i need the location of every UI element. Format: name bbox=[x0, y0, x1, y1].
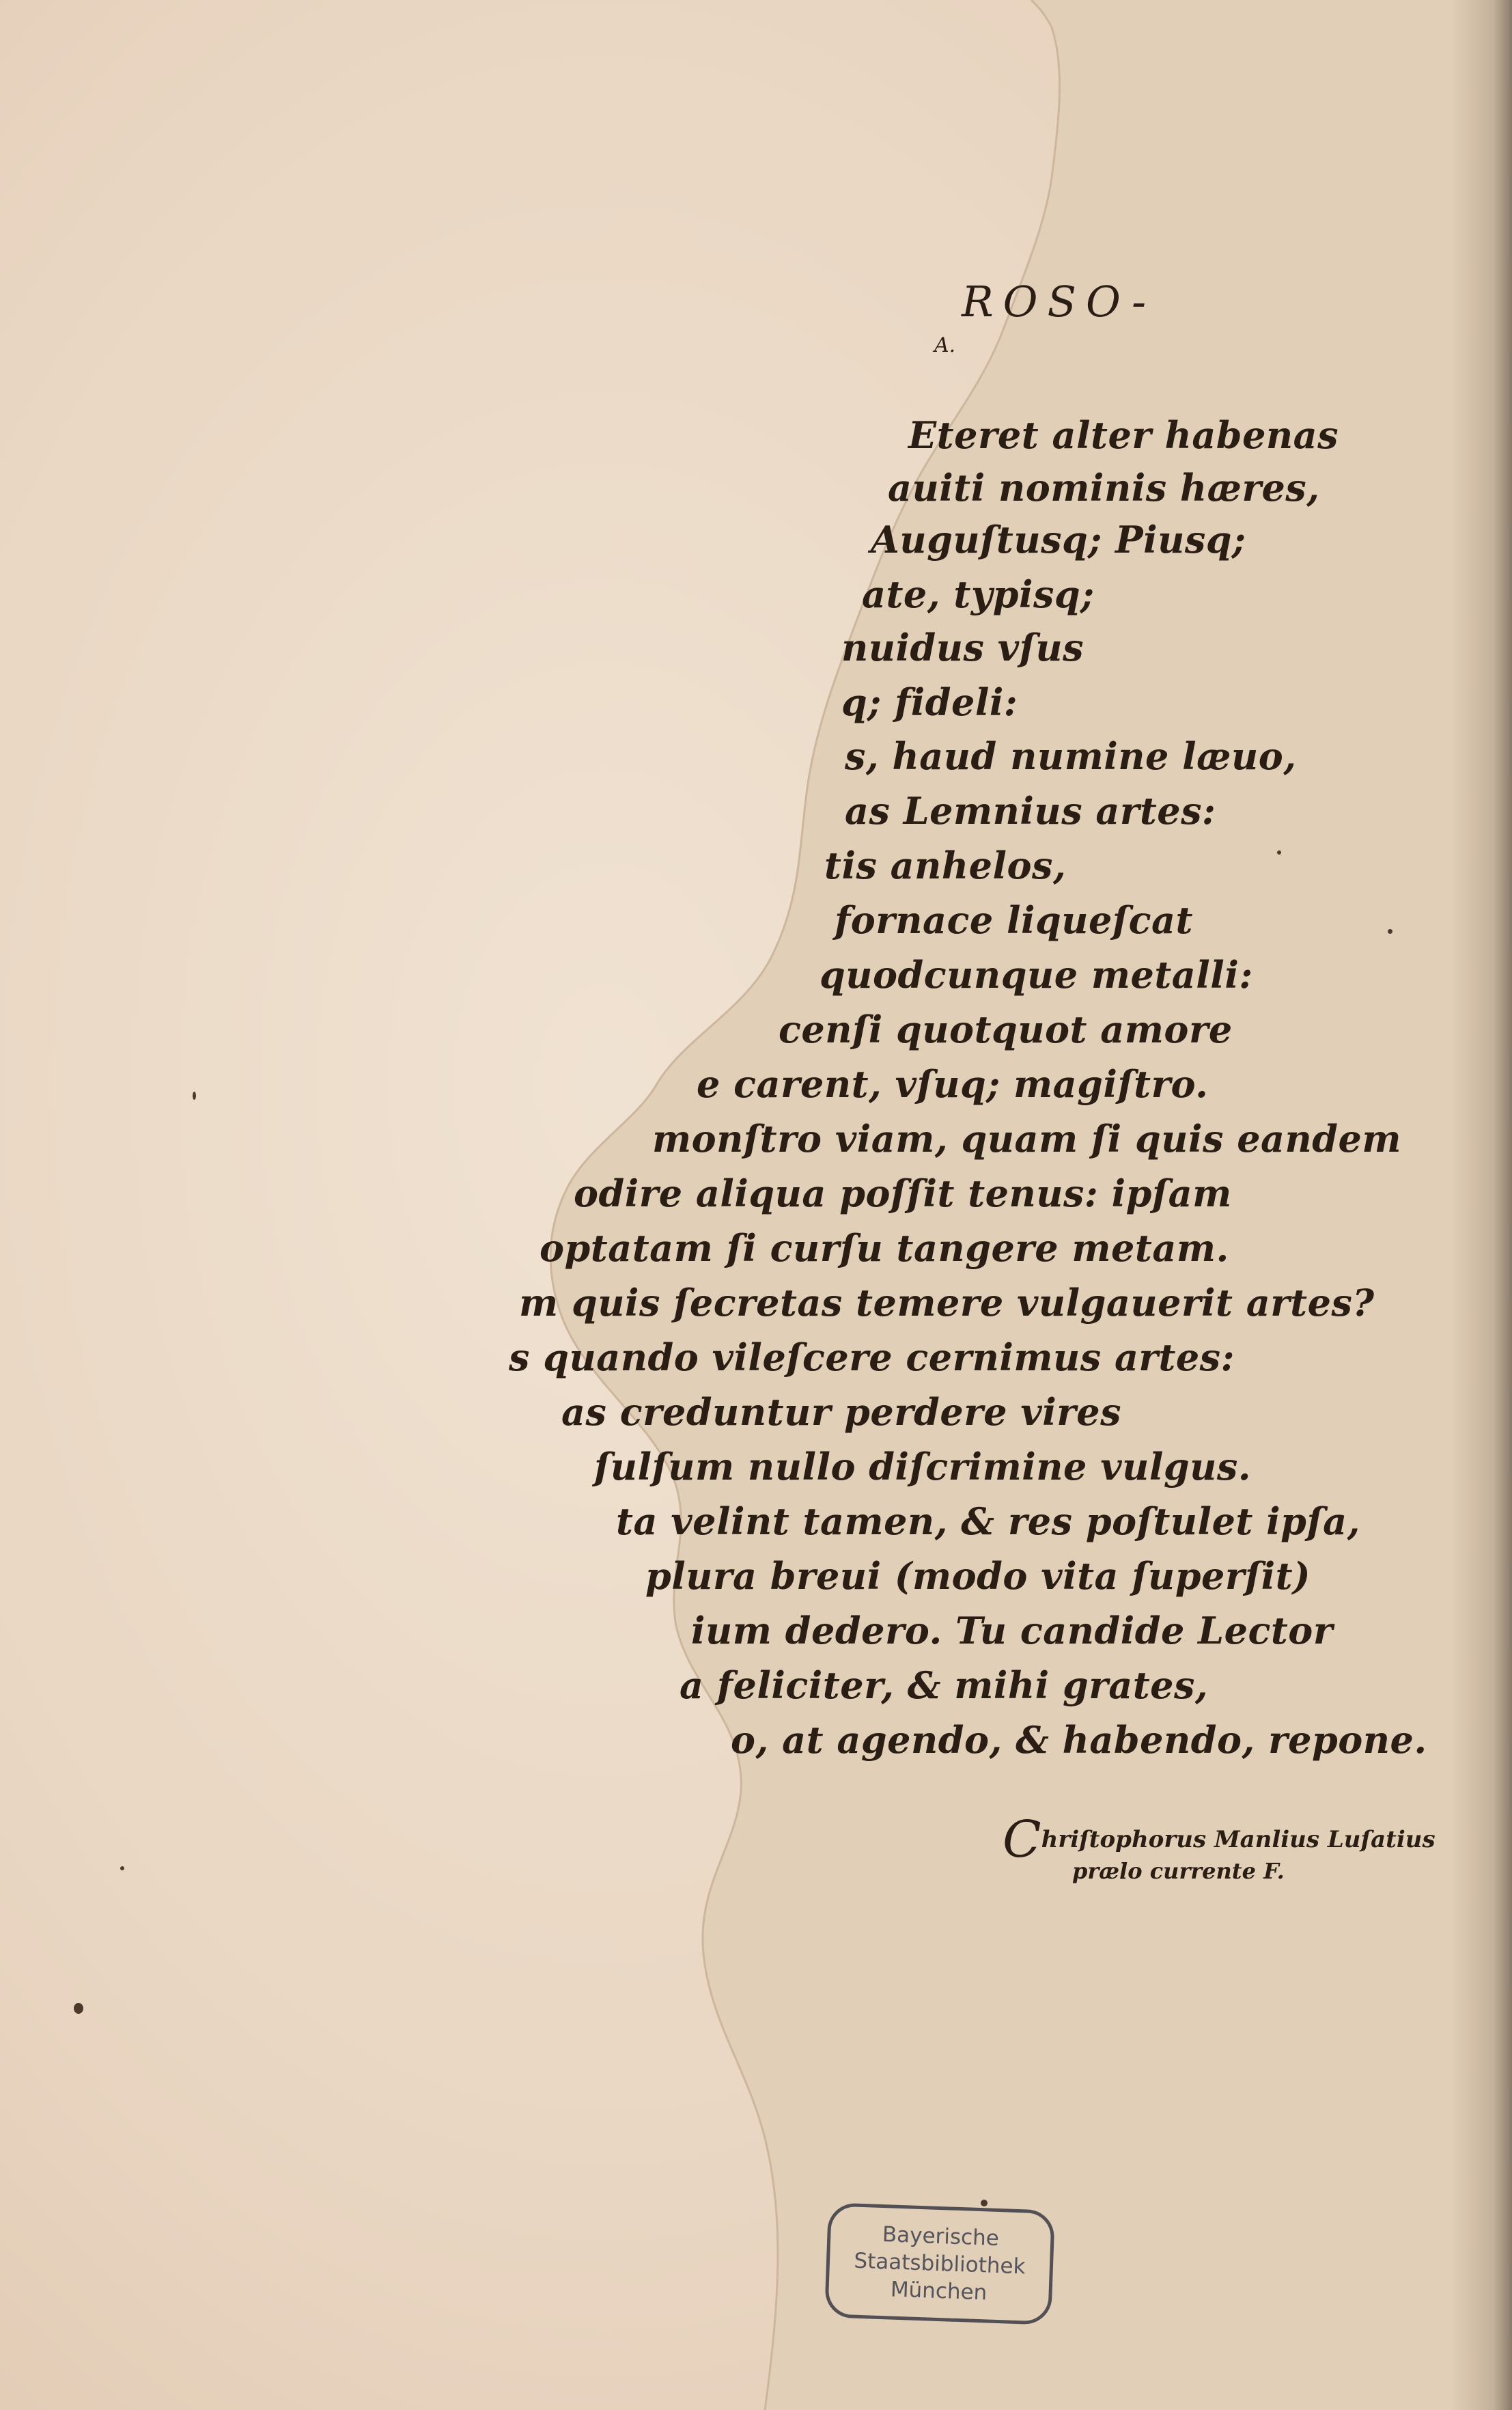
poem-line: odire aliqua poſſit tenus: ipſam bbox=[574, 1172, 1232, 1215]
poem-line: quodcunque metalli: bbox=[820, 953, 1253, 997]
signature-note: prælo currente F. bbox=[1072, 1858, 1285, 1884]
paper-speck bbox=[74, 2003, 83, 2014]
poem-line: tis anhelos, bbox=[824, 844, 1067, 887]
poem-line: ate, typisq; bbox=[862, 572, 1095, 616]
heading-subscript: A. bbox=[934, 333, 956, 357]
poem-line: q; fideli: bbox=[841, 680, 1018, 724]
poem-line: auiti nominis hæres, bbox=[888, 466, 1320, 510]
library-stamp bbox=[824, 2202, 1055, 2325]
paper-speck bbox=[1388, 929, 1392, 934]
poem-line: optatam ſi curſu tangere metam. bbox=[540, 1226, 1229, 1270]
stamp-line: Bayerische bbox=[882, 2222, 1000, 2251]
poem-line: s, haud numine læuo, bbox=[845, 734, 1297, 778]
poem-line: ta velint tamen, & res poſtulet ipſa, bbox=[616, 1499, 1360, 1543]
poem-line: a feliciter, & mihi grates, bbox=[680, 1663, 1209, 1707]
poem-line: monſtro viam, quam ſi quis eandem bbox=[652, 1117, 1402, 1161]
paper-speck bbox=[1277, 850, 1281, 855]
poem-line: as creduntur perdere vires bbox=[561, 1390, 1121, 1434]
poem-line: Auguſtusq; Piusq; bbox=[871, 518, 1246, 562]
poem-line: s quando vileſcere cernimus artes: bbox=[509, 1335, 1235, 1379]
paper-speck bbox=[120, 1866, 124, 1870]
stamp-line: Staatsbibliothek bbox=[853, 2248, 1026, 2280]
signature-name: hriſtophorus Manlius Luſatius bbox=[1041, 1826, 1436, 1853]
poem-line: as Lemnius artes: bbox=[845, 789, 1216, 833]
poem-line: cenſi quotquot amore bbox=[779, 1008, 1233, 1051]
stamp-line: München bbox=[890, 2277, 988, 2305]
poem-line: nuidus vſus bbox=[841, 626, 1084, 669]
poem-line: e carent, vſuq; magiſtro. bbox=[697, 1062, 1209, 1106]
paper-speck bbox=[981, 2200, 988, 2206]
paper-speck bbox=[193, 1092, 196, 1100]
poem-line: Eteret alter habenas bbox=[908, 413, 1339, 457]
poem-line: plura breui (modo vita ſuperſit) bbox=[645, 1554, 1311, 1598]
poem-line: o, at agendo, & habendo, repone. bbox=[731, 1718, 1427, 1762]
poem-line: ſulſum nullo diſcrimine vulgus. bbox=[594, 1445, 1252, 1488]
poem-line: m quis ſecretas temere vulgauerit artes? bbox=[519, 1281, 1375, 1325]
signature-initial: C bbox=[1003, 1810, 1041, 1869]
poem-line: fornace liqueſcat bbox=[835, 898, 1193, 942]
poem-line: ium dedero. Tu candide Lector bbox=[691, 1609, 1333, 1652]
heading-title: ROSO- bbox=[962, 277, 1156, 327]
